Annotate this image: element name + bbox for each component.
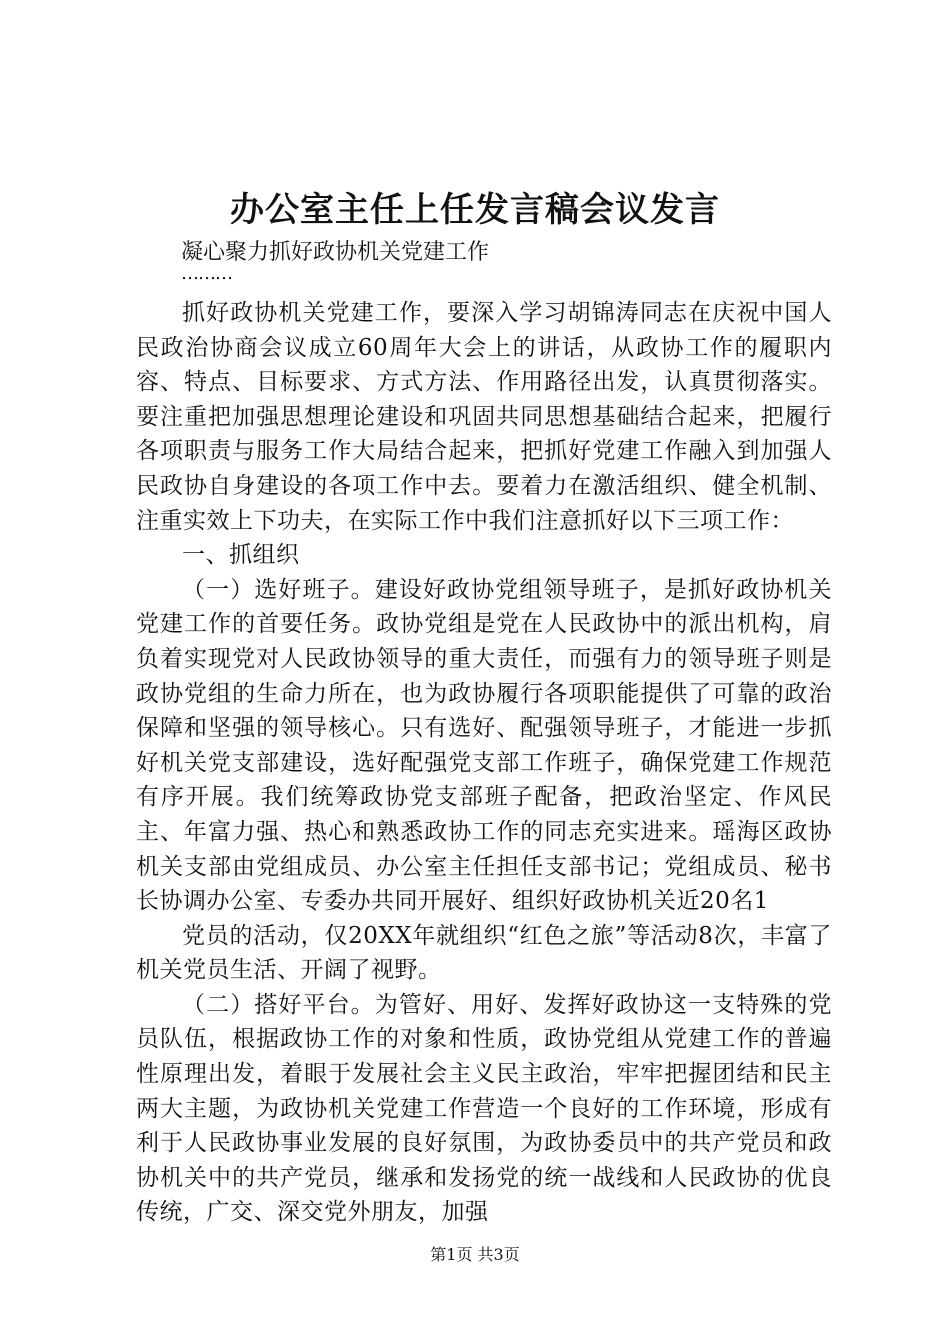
document-body xyxy=(136,296,832,1230)
subtitle-ellipsis: ……… xyxy=(181,263,232,284)
document-subtitle: 凝心聚力抓好政协机关党建工作 xyxy=(181,240,490,265)
page-footer: 第1页 共3页 xyxy=(430,1245,520,1264)
section-heading-organization: 一、抓组织 xyxy=(182,542,300,569)
paragraph-build-platform: （二）搭好平台。为管好、用好、发挥好政协这一支特殊的党员队伍，根据政协工作的对象和性质，政协党组从党建工作的普遍性原理出发，着眼于发展社会主义民主政治，牢牢把握团结和民主两大主题，为政协机关党建工作营造一个良好的工作环境，形成有利于人民政协事业发展的良好氛围，为政协委员中的共产党员和政协机关中的共产党员，继承和发扬党的统一战线和人民政协的优良传统，广交、深交党外朋友，加强 xyxy=(136,991,832,1226)
paragraph-intro: 抓好政协机关党建工作，要深入学习胡锦涛同志在庆祝中国人民政治协商会议成立60周年大会上的讲话，从政协工作的履职内容、特点、目标要求、方式方法、作用路径出发，认真贯彻落实。要注重把加强思想理论建设和巩固共同思想基础结合起来，把履行各项职责与服务工作大局结合起来，把抓好党建工作融入到加强人民政协自身建设的各项工作中去。要着力在激活组织、健全机制、注重实效上下功夫，在实际工作中我们注意抓好以下三项工作： xyxy=(136,300,832,534)
document-title: 办公室主任上任发言稿会议发言 xyxy=(230,190,720,230)
paragraph-party-activities: 党员的活动，仅20XX年就组织“红色之旅”等活动8次，丰富了机关党员生活、开阔了视野。 xyxy=(136,922,832,984)
paragraph-select-team: （一）选好班子。建设好政协党组领导班子，是抓好政协机关党建工作的首要任务。政协党组是党在人民政协中的派出机构，肩负着实现党对人民政协领导的重大责任，而强有力的领导班子则是政协党组的生命力所在，也为政协履行各项职能提供了可靠的政治保障和坚强的领导核心。只有选好、配强领导班子，才能进一步抓好机关党支部建设，选好配强党支部工作班子，确保党建工作规范有序开展。我们统筹政协党支部班子配备，把政治坚定、作风民主、年富力强、热心和熟悉政协工作的同志充实进来。瑶海区政协机关支部由党组成员、办公室主任担任支部书记；党组成员、秘书长协调办公室、专委办共同开展好、组织好政协机关近20名1 xyxy=(136,576,832,915)
